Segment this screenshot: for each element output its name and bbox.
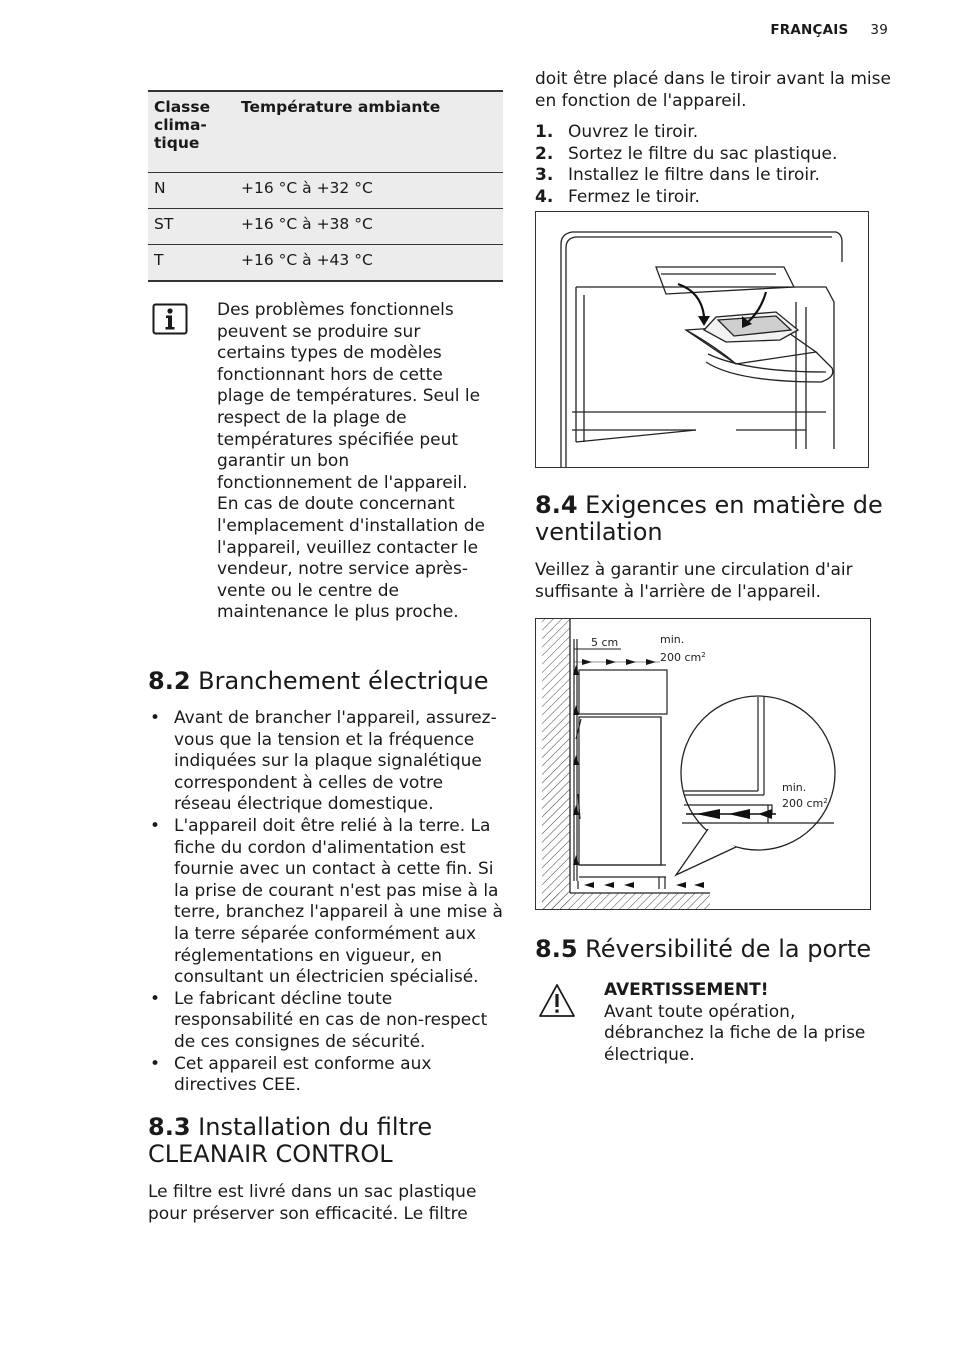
- table-row: [148, 173, 503, 209]
- list-item: 2. Sortez le filtre du sac plastique.: [535, 143, 838, 164]
- ventilation-diagram: [535, 618, 871, 910]
- list-item: • L'appareil doit être relié à la terre. La fiche du cordon d'alimentation est fournie avec un contact à cette fin. Si la prise de courant n'est pas mise à la terre, branchez l'appareil à une mise à la terre séparée conformément aux réglementations en vigueur, en consultant un électricien spécialisé.: [148, 816, 504, 989]
- list-item: • Avant de brancher l'appareil, assurez-vous que la tension et la fréquence indiquées sur la plaque signalétique correspondent à celles de votre réseau électrique domestique.: [148, 708, 504, 816]
- filter-intro-text: Le filtre est livré dans un sac plastique pour préserver son efficacité. Le filtre: [148, 1182, 477, 1224]
- list-item: 3. Installez le filtre dans le tiroir.: [535, 165, 820, 186]
- warning-title: AVERTISSEMENT!: [604, 980, 769, 1000]
- section-8-4-heading: 8.4 Exigences en matière de ventilation: [535, 491, 883, 546]
- filter-intro-continuation: doit être placé dans le tiroir avant la mise en fonction de l'appareil.: [535, 69, 891, 111]
- bottom-area-label: 200 cm: [782, 797, 824, 810]
- filter-drawer-illustration: [535, 211, 869, 468]
- table-cell-range: +16 °C à +32 °C: [241, 179, 373, 197]
- table-cell-range: +16 °C à +43 °C: [241, 251, 373, 269]
- bottom-area-superscript: 2: [823, 797, 828, 805]
- table-cell-range: +16 °C à +38 °C: [241, 215, 373, 233]
- list-item: • Le fabricant décline toute responsabilité en cas de non-respect de ces consignes de sécurité.: [148, 989, 504, 1054]
- section-8-5-heading: 8.5 Réversibilité de la porte: [535, 935, 872, 963]
- svg-text:200 cm2: [782, 797, 828, 810]
- top-min-label: min.: [660, 633, 685, 646]
- warning-icon: [538, 983, 576, 1019]
- list-item: 4. Fermez le tiroir.: [535, 186, 700, 207]
- warning-text: Avant toute opération, débranchez la fiche de la prise électrique.: [604, 1001, 866, 1065]
- table-row: [148, 209, 503, 245]
- table-header-climate-class: Classe clima- tique: [154, 98, 211, 152]
- table-row: [148, 245, 503, 282]
- filter-steps-list: [535, 122, 895, 208]
- table-cell-class: N: [154, 179, 166, 197]
- page-header: [770, 22, 888, 38]
- page-number: 39: [870, 22, 888, 38]
- table-cell-class: ST: [154, 215, 174, 233]
- list-item: 1. Ouvrez le tiroir.: [535, 122, 699, 142]
- section-8-3-heading: 8.3 Installation du filtre CLEANAIR CONTROL: [148, 1113, 433, 1168]
- table-cell-class: T: [154, 251, 164, 269]
- list-item: • Cet appareil est conforme aux directives CEE.: [148, 1054, 504, 1097]
- info-icon: [152, 303, 188, 335]
- warning-block: [604, 980, 884, 1066]
- table-header-row: [148, 91, 503, 173]
- electrical-connection-list: [148, 708, 504, 1097]
- bottom-min-label: min.: [782, 781, 807, 794]
- top-area-label: 200 cm: [660, 651, 702, 664]
- svg-text:200 cm2: [660, 651, 706, 664]
- gap-label: 5 cm: [591, 636, 619, 649]
- table-header-ambient-temperature: Température ambiante: [241, 98, 441, 116]
- info-note-text: Des problèmes fonctionnels peuvent se produire sur certains types de modèles fonctionnant hors de cette plage de températures. Seul le respect de la plage de températures spécifiée peut garantir un bon fonctionnement de l'appareil. En cas de doute concernant l'emplacement d'installation de l'appareil, veuillez contacter le vendeur, notre service après-vente ou le centre de maintenance le plus proche.: [217, 300, 485, 623]
- climate-class-table: [148, 90, 503, 282]
- section-8-2-heading: 8.2 Branchement électrique: [148, 667, 489, 695]
- top-area-superscript: 2: [701, 651, 706, 659]
- header-language: FRANÇAIS: [770, 22, 849, 38]
- ventilation-text: Veillez à garantir une circulation d'air suffisante à l'arrière de l'appareil.: [535, 560, 853, 602]
